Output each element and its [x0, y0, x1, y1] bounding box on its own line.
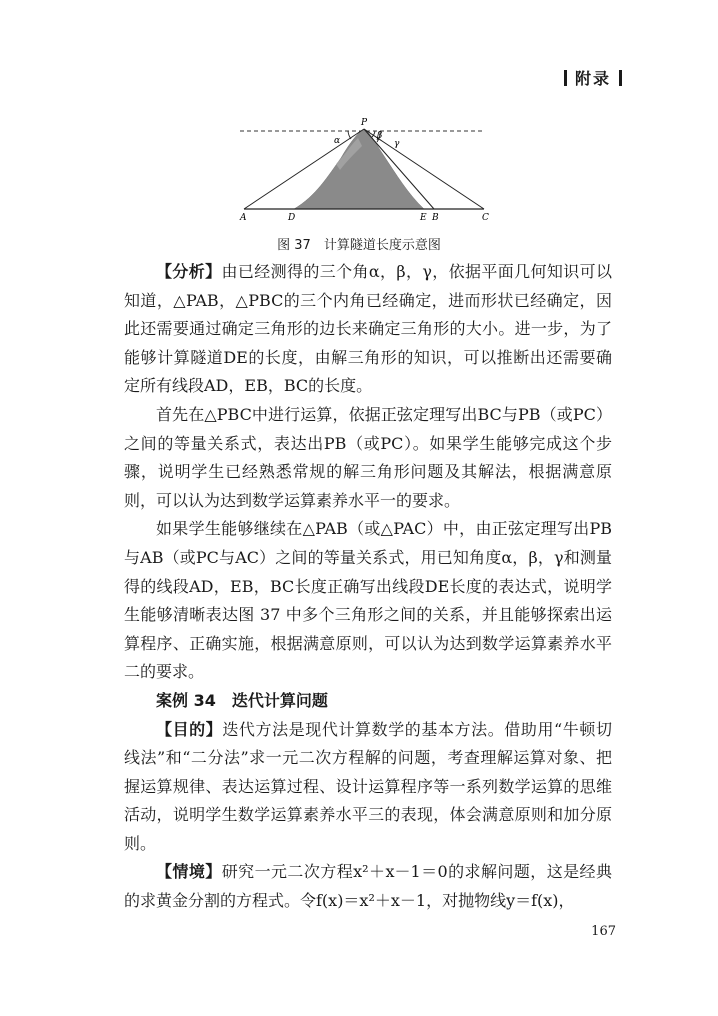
- figure-caption: 图 37 计算隧道长度示意图: [277, 238, 441, 253]
- label-beta: β: [377, 131, 383, 141]
- analysis-text: 由已经测得的三个角α，β，γ，依据平面几何知识可以知道，△PAB，△PBC的三个内角已经确定，进而形状已经确定，因此还需要通过确定三角形的边长来确定三角形的大小。进一步，为了能够计算隧道DE的长度，由解三角形的知识，可以推断出还需要确定所有线段AD，EB，BC的长度。: [124, 262, 612, 396]
- label-A: A: [240, 213, 247, 223]
- label-P: P: [361, 118, 368, 128]
- purpose-heading: 【目的】: [156, 719, 223, 739]
- paragraph-level-one: 首先在△PBC中进行运算，依据正弦定理写出BC与PB（或PC）之间的等量关系式，表达出PB（或PC）。如果学生能够完成这个步骤，说明学生已经熟悉常规的解三角形问题及其解法，根据满意原则，可以认为达到数学运算素养水平一的要求。: [124, 404, 612, 510]
- situation-heading: 【情境】: [156, 862, 222, 882]
- tunnel-diagram: [236, 116, 490, 226]
- header-title: 附录: [574, 69, 611, 88]
- running-header: [556, 66, 630, 89]
- paragraph-analysis: [124, 258, 612, 401]
- label-E: E: [420, 213, 427, 223]
- page-number: 167: [591, 924, 616, 939]
- header-bar-right: [619, 70, 622, 86]
- analysis-heading: 【分析】: [156, 262, 222, 281]
- case-title: 案例 34 迭代计算问题: [156, 690, 328, 710]
- label-gamma: γ: [394, 139, 400, 149]
- angle-alpha-arc: [348, 131, 351, 139]
- situation-text: 研究一元二次方程x²＋x－1＝0的求解问题，这是经典的求黄金分割的方程式。令f(x)＝x²＋x－1，对抛物线y＝f(x)，: [124, 862, 612, 911]
- label-B: B: [432, 213, 439, 223]
- paragraph-level-two: 如果学生能够继续在△PAB（或△PAC）中，由正弦定理写出PB与AB（或PC与AC）之间的等量关系式，用已知角度α，β，γ和测量得的线段AD，EB，BC长度正确写出线段DE长度的表达式，说明学生能够清晰表达图 37 中多个三角形之间的关系，并且能够探索出运算程序、正确实施，根据满意原则，可以认为达到数学运算素养水平二的要求。: [124, 519, 612, 682]
- label-D: D: [288, 213, 296, 223]
- label-alpha: α: [334, 136, 341, 146]
- main-content: [124, 258, 612, 916]
- paragraph-situation: [124, 858, 612, 915]
- header-bar-left: [564, 70, 567, 86]
- purpose-text: 迭代方法是现代计算数学的基本方法。借助用“牛顿切线法”和“二分法”求一元二次方程解的问题，考查理解运算对象、把握运算规律、表达运算过程、设计运算程序等一系列数学运算的思维活动，说明学生数学运算素养水平三的表现，体会满意原则和加分原则。: [124, 719, 612, 853]
- tunnel-diagram-svg: [236, 116, 490, 226]
- paragraph-purpose: [124, 716, 612, 859]
- label-C: C: [482, 213, 489, 223]
